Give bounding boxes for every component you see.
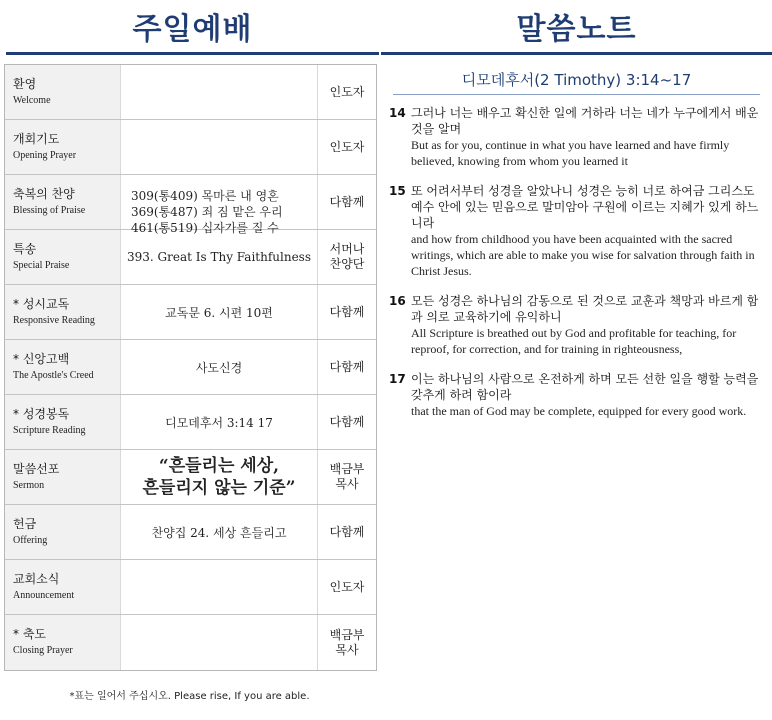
order-label (5, 340, 121, 394)
order-label-en: Opening Prayer (13, 150, 77, 161)
order-row-welcome (5, 65, 376, 120)
leader-line: 서머나 (329, 242, 365, 256)
verse-text-en: that the man of God may be complete, equipped for every good work. (411, 404, 747, 418)
order-row-announcement (5, 560, 376, 615)
order-label-en: Responsive Reading (13, 315, 95, 326)
order-leader: 다함께 (329, 359, 365, 374)
order-leader (318, 450, 376, 504)
rise-footnote: *표는 일어서 주십시오. Please rise, If you are able. (69, 691, 310, 702)
order-row-scripture-reading (5, 395, 376, 450)
leader-line: 목사 (335, 477, 359, 491)
verse-text-en: All Scripture is breathed out by God and profitable for teaching, for reproof, for correction, and for training in righteousness, (411, 326, 737, 356)
notes-title: 말씀노트 (381, 0, 772, 55)
order-content (121, 65, 318, 119)
verse-text-ko: 모든 성경은 하나님의 감동으로 된 것으로 교훈과 책망과 바르게 함과 의로 교육하기에 유익하니 (411, 294, 759, 324)
order-content: 사도신경 (121, 340, 318, 394)
hymn-line: 461(통519) 십자가를 질 수 (131, 221, 279, 235)
order-leader: 다함께 (329, 194, 365, 209)
order-label-ko: 말씀선포 (13, 462, 60, 476)
order-label-en: Closing Prayer (13, 645, 73, 656)
leader-line: 목사 (335, 642, 359, 657)
order-label-ko: 환영 (13, 77, 37, 91)
order-content (121, 560, 318, 614)
order-label-ko: * 성경봉독 (13, 407, 70, 421)
sermon-title-line: “흔들리는 세상, (158, 456, 280, 476)
order-leader: 다함께 (329, 414, 365, 429)
order-leader: 인도자 (329, 84, 365, 99)
sermon-title (121, 450, 318, 504)
order-leader (318, 230, 376, 284)
order-label (5, 175, 121, 229)
order-label-ko: * 성시교독 (13, 297, 70, 311)
leader-line: 백금부 (329, 462, 365, 476)
order-label-en: Scripture Reading (13, 425, 86, 436)
order-label-en: Sermon (13, 480, 45, 491)
order-label-ko: 교회소식 (13, 572, 60, 586)
order-content: 교독문 6. 시편 10편 (121, 285, 318, 339)
order-label-en: Welcome (13, 95, 51, 106)
order-leader: 다함께 (329, 304, 365, 319)
order-label-ko: 축복의 찬양 (13, 187, 75, 201)
order-content: 찬양집 24. 세상 흔들리고 (121, 505, 318, 559)
order-content: 디모데후서 3:14 17 (121, 395, 318, 449)
hymn-line: 369(통487) 죄 짐 맡은 우리 (131, 205, 283, 219)
passage-title: 디모데후서(2 Timothy) 3:14~17 (393, 69, 760, 95)
verse-16 (389, 293, 764, 357)
verse-number: 14 (389, 106, 406, 120)
order-row-opening-prayer (5, 120, 376, 175)
order-label-en: The Apostle's Creed (13, 370, 94, 381)
order-content (121, 175, 318, 235)
verse-text-en: and how from childhood you have been acquainted with the sacred writings, which are able to make you wise for salvation through faith in Christ Jesus. (411, 232, 755, 278)
order-label-ko: 헌금 (13, 517, 37, 531)
order-leader: 다함께 (329, 524, 365, 539)
verse-text-ko: 이는 하나님의 사람으로 온전하게 하며 모든 선한 일을 행할 능력을 갖추게 하려 함이라 (411, 372, 759, 402)
verse-text-ko: 그러나 너는 배우고 확신한 일에 거하라 너는 네가 누구에게서 배운 것을 알며 (411, 106, 759, 136)
order-label-en: Special Praise (13, 260, 70, 271)
leader-line: 찬양단 (329, 257, 365, 271)
order-content: 393. Great Is Thy Faithfulness (121, 230, 318, 284)
order-row-sermon (5, 450, 376, 505)
order-label-en: Announcement (13, 590, 75, 601)
order-label (5, 120, 121, 174)
order-content (121, 120, 318, 174)
order-label (5, 65, 121, 119)
order-row-offering (5, 505, 376, 560)
sermon-notes-panel (381, 0, 772, 720)
order-table (4, 64, 377, 671)
order-row-closing-prayer (5, 615, 376, 670)
verse-number: 17 (389, 372, 406, 386)
sermon-title-line: 흔들리지 않는 기준” (142, 478, 296, 498)
order-label-ko: * 신앙고백 (13, 352, 70, 366)
order-label (5, 450, 121, 504)
order-row-special-praise (5, 230, 376, 285)
order-row-creed (5, 340, 376, 395)
verse-text-en: But as for you, continue in what you have learned and have firmly believed, knowing from whom you learned it (411, 138, 730, 168)
order-label (5, 505, 121, 559)
order-row-blessing-praise (5, 175, 376, 235)
order-label (5, 285, 121, 339)
verse-number: 15 (389, 184, 406, 198)
order-label (5, 615, 121, 670)
order-leader (318, 615, 376, 670)
order-label (5, 560, 121, 614)
worship-title: 주일예배 (6, 0, 379, 55)
order-leader: 인도자 (329, 579, 365, 594)
verse-14 (389, 105, 764, 169)
order-label-ko: * 축도 (13, 627, 46, 641)
leader-line: 백금부 (329, 627, 365, 642)
order-leader: 인도자 (329, 139, 365, 154)
order-label (5, 230, 121, 284)
hymn-line: 309(통409) 목마른 내 영혼 (131, 189, 279, 203)
worship-order-panel (0, 0, 379, 720)
order-row-responsive-reading (5, 285, 376, 340)
verse-text-ko: 또 어려서부터 성경을 알았나니 성경은 능히 너로 하여금 그리스도 예수 안에 있는 믿음으로 말미암아 구원에 이르는 지혜가 있게 하느니라 (411, 184, 759, 230)
order-label (5, 395, 121, 449)
verse-15 (389, 183, 764, 279)
verse-number: 16 (389, 294, 406, 308)
verse-17 (389, 371, 764, 419)
order-content (121, 615, 318, 670)
order-label-ko: 특송 (13, 242, 37, 256)
order-label-en: Offering (13, 535, 48, 546)
order-label-en: Blessing of Praise (13, 205, 86, 216)
order-label-ko: 개회기도 (13, 132, 60, 146)
